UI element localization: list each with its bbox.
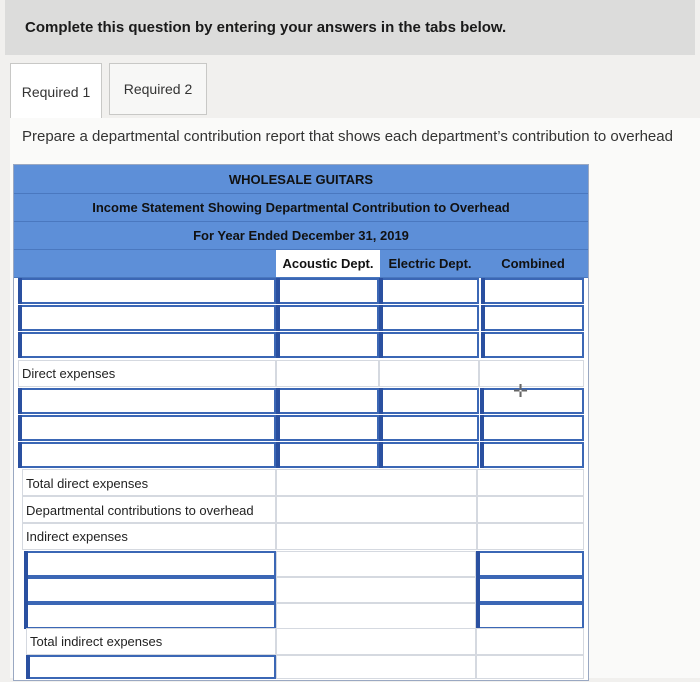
instruction-text: Prepare a departmental contribution report that shows each department’s contribution to overhead bbox=[22, 128, 673, 145]
indirect-expense-label-input-3[interactable] bbox=[24, 603, 276, 629]
indirect-dept-blank-2 bbox=[276, 577, 476, 603]
revenue-label-input-1[interactable] bbox=[18, 278, 276, 304]
indirect-expense-label-input-2[interactable] bbox=[24, 577, 276, 603]
direct-acoustic-input-3[interactable] bbox=[276, 442, 379, 468]
revenue-label-input-2[interactable] bbox=[18, 305, 276, 331]
tab-required-1[interactable] bbox=[10, 63, 102, 119]
final-row-dept-blank bbox=[276, 655, 476, 679]
col-header-electric: Electric Dept. bbox=[388, 256, 472, 271]
direct-expense-label-input-3[interactable] bbox=[18, 442, 276, 468]
total-indirect-dept-blank bbox=[276, 628, 476, 655]
direct-expense-label-input-1[interactable] bbox=[18, 388, 276, 414]
indirect-combined-input-3[interactable] bbox=[476, 603, 584, 629]
acoustic-input-1[interactable] bbox=[276, 278, 379, 304]
total-indirect-expenses-row bbox=[26, 628, 276, 655]
electric-input-3[interactable] bbox=[379, 332, 479, 358]
indirect-expense-label-input-1[interactable] bbox=[24, 551, 276, 577]
plus-cursor-icon: ✛ bbox=[513, 381, 529, 401]
statement-period: For Year Ended December 31, 2019 bbox=[193, 228, 409, 243]
total-indirect-expenses-label: Total indirect expenses bbox=[30, 634, 163, 649]
total-indirect-combined bbox=[476, 628, 584, 655]
report-table bbox=[13, 164, 589, 681]
indirect-expenses-acoustic-electric-blank bbox=[276, 523, 477, 550]
combined-input-1[interactable] bbox=[481, 278, 584, 304]
col-header-acoustic: Acoustic Dept. bbox=[276, 250, 380, 277]
combined-input-2[interactable] bbox=[481, 305, 584, 331]
direct-expenses-combined-blank bbox=[479, 360, 584, 387]
indirect-combined-input-2[interactable] bbox=[476, 577, 584, 603]
tab-required-2-label: Required 2 bbox=[123, 81, 193, 97]
company-name-row bbox=[14, 165, 588, 194]
direct-expense-label-input-2[interactable] bbox=[18, 415, 276, 441]
tab-required-2[interactable] bbox=[109, 63, 207, 115]
total-direct-expenses-row bbox=[22, 469, 276, 496]
indirect-expenses-label: Indirect expenses bbox=[26, 529, 128, 544]
direct-electric-input-1[interactable] bbox=[379, 388, 479, 414]
direct-combined-input-2[interactable] bbox=[480, 415, 584, 441]
direct-acoustic-input-2[interactable] bbox=[276, 415, 379, 441]
total-direct-combined bbox=[477, 469, 584, 496]
indirect-combined-input-1[interactable] bbox=[476, 551, 584, 577]
column-header-row bbox=[14, 250, 588, 278]
total-direct-expenses-label: Total direct expenses bbox=[26, 476, 149, 491]
tab-required-1-label: Required 1 bbox=[21, 83, 91, 100]
company-name: WHOLESALE GUITARS bbox=[228, 171, 374, 187]
direct-expenses-electric-blank bbox=[379, 360, 479, 387]
direct-acoustic-input-1[interactable] bbox=[276, 388, 379, 414]
col-header-combined: Combined bbox=[501, 256, 565, 271]
direct-expenses-label: Direct expenses bbox=[22, 366, 116, 381]
total-direct-acoustic-electric bbox=[276, 469, 477, 496]
indirect-expenses-combined-blank bbox=[477, 523, 584, 550]
combined-input-3[interactable] bbox=[481, 332, 584, 358]
direct-expenses-row bbox=[18, 360, 276, 387]
direct-electric-input-3[interactable] bbox=[379, 442, 479, 468]
final-row-label-input[interactable] bbox=[26, 655, 276, 679]
instructions-header bbox=[5, 0, 695, 55]
departmental-contributions-label: Departmental contributions to overhead bbox=[26, 503, 254, 518]
revenue-label-input-3[interactable] bbox=[18, 332, 276, 358]
direct-electric-input-2[interactable] bbox=[379, 415, 479, 441]
departmental-contributions-acoustic-electric bbox=[276, 496, 477, 523]
electric-input-2[interactable] bbox=[379, 305, 479, 331]
departmental-contributions-combined bbox=[477, 496, 584, 523]
departmental-contributions-row bbox=[22, 496, 276, 523]
electric-input-1[interactable] bbox=[379, 278, 479, 304]
period-row bbox=[14, 222, 588, 250]
acoustic-input-3[interactable] bbox=[276, 332, 379, 358]
indirect-expenses-row bbox=[22, 523, 276, 550]
direct-combined-input-3[interactable] bbox=[480, 442, 584, 468]
statement-title: Income Statement Showing Departmental Contribution to Overhead bbox=[92, 200, 510, 215]
final-row-combined bbox=[476, 655, 584, 679]
acoustic-input-2[interactable] bbox=[276, 305, 379, 331]
indirect-dept-blank-3 bbox=[276, 603, 476, 629]
header-text: Complete this question by entering your answers in the tabs below. bbox=[25, 19, 507, 36]
direct-expenses-acoustic-blank bbox=[276, 360, 379, 387]
indirect-dept-blank-1 bbox=[276, 551, 476, 577]
direct-combined-input-1[interactable] bbox=[480, 388, 584, 414]
statement-title-row bbox=[14, 194, 588, 222]
